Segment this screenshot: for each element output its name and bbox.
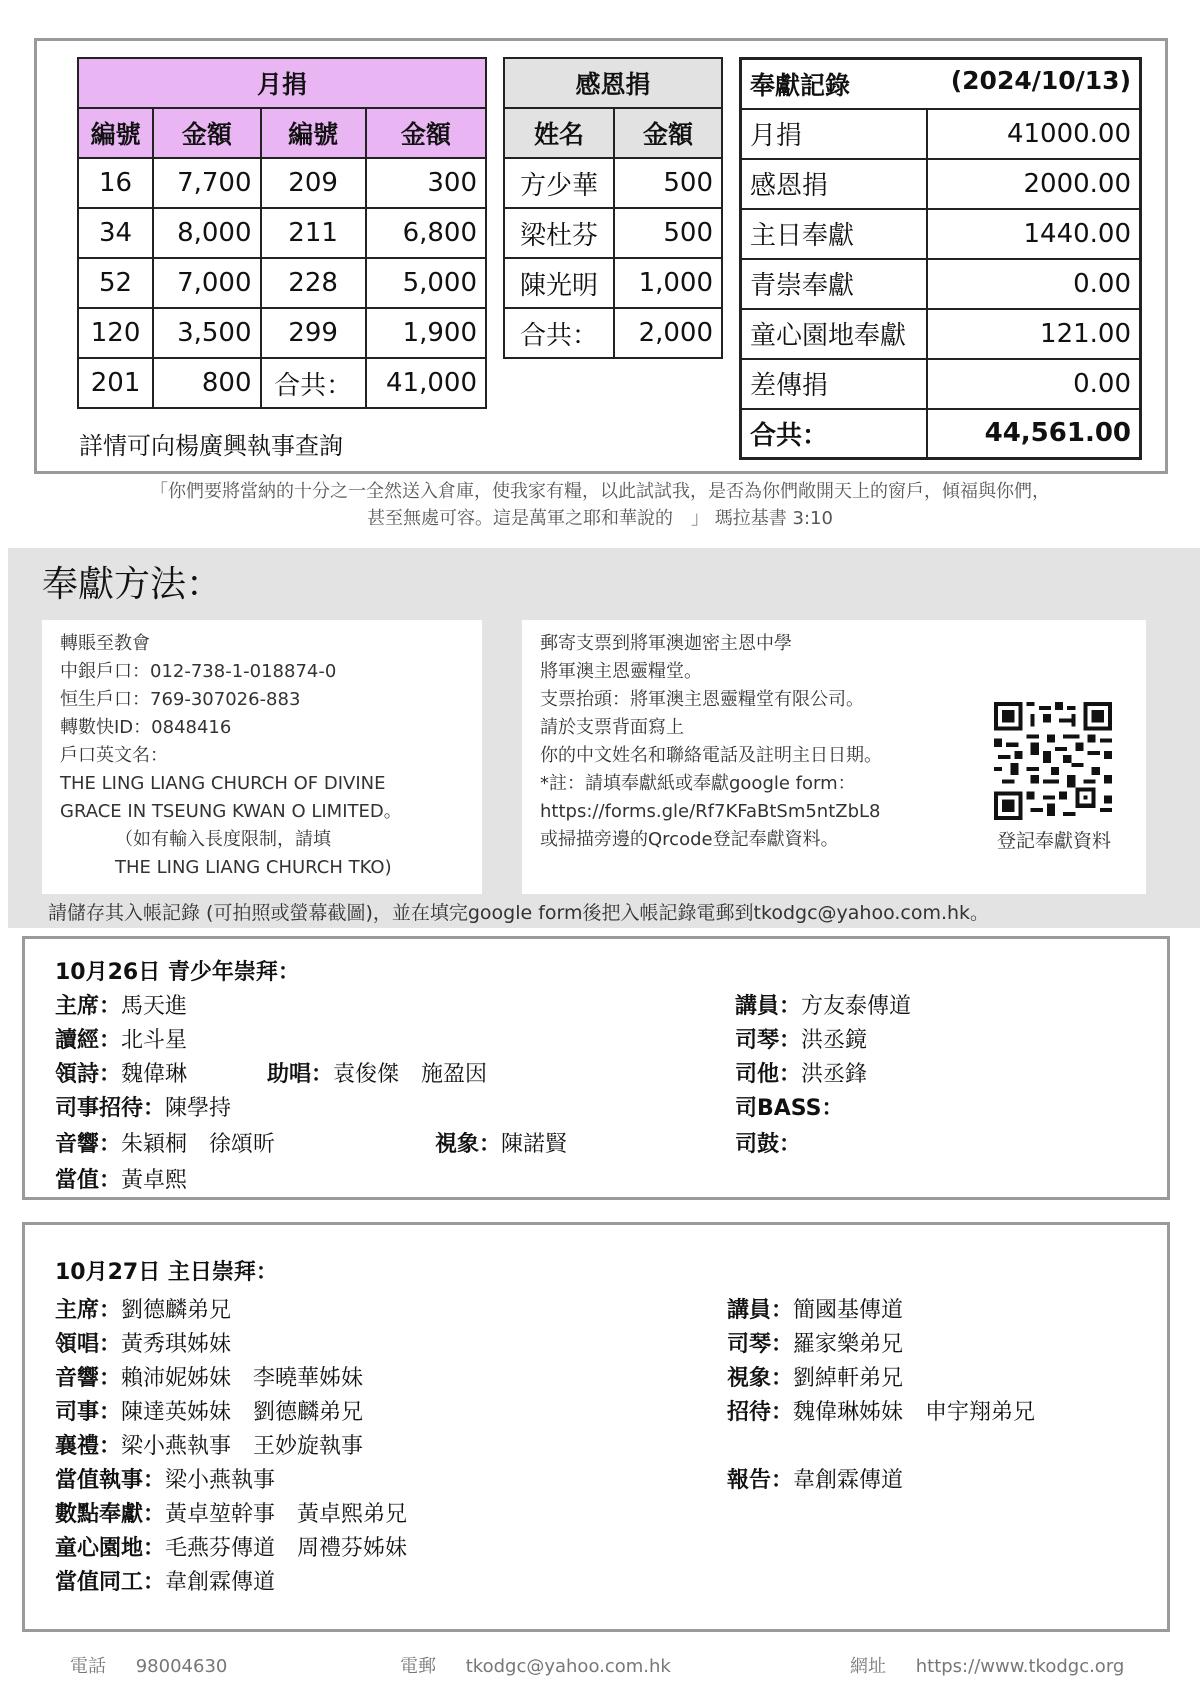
phone-label: 電話 (70, 1656, 106, 1677)
save-record-note: 請儲存其入帳記錄 (可拍照或螢幕截圖)，並在填完google form後把入帳記錄電郵到tkodgc@yahoo.com.hk。 (48, 902, 990, 924)
youth-title: 10月26日 青少年崇拜： (55, 960, 300, 985)
cheque-line: 或掃描旁邊的Qrcode登記奉獻資料。 (540, 829, 839, 850)
person: 韋創霖傳道 (793, 1468, 904, 1493)
roster-item (735, 989, 911, 1020)
col-header: 金額 (614, 108, 722, 158)
record-amount: 121.00 (927, 309, 1141, 359)
email-link[interactable]: tkodgc@yahoo.com.hk (465, 1656, 671, 1677)
cell-id: 120 (78, 308, 153, 358)
role-label: 助唱： (267, 1062, 334, 1087)
record-amount: 0.00 (927, 259, 1141, 309)
record-title-cell (741, 59, 1141, 109)
table-row (741, 309, 1141, 359)
person: 方友泰傳道 (801, 994, 912, 1019)
verse-line: 「你們要將當納的十分之一全然送入倉庫，使我家有糧，以此試試我，是否為你們敞開天上的窗戶，傾福與你們， (150, 481, 1050, 502)
col-header: 金額 (153, 108, 260, 158)
person: 朱穎桐 徐頌昕 (121, 1132, 276, 1157)
cell-amount: 500 (614, 208, 722, 258)
col-header: 編號 (261, 108, 366, 158)
roster-item (55, 1395, 363, 1426)
monthly-offering-table (77, 57, 487, 409)
role-label: 司他： (735, 1062, 802, 1087)
role-label: 司事： (55, 1400, 122, 1425)
thanksgiving-title: 感恩捐 (504, 58, 722, 108)
bank-line: THE LING LIANG CHURCH OF DIVINE (60, 773, 386, 794)
role-label: 司事招待： (55, 1096, 166, 1121)
website-link[interactable]: https://www.tkodgc.org (915, 1656, 1125, 1677)
cell-amount: 5,000 (366, 258, 486, 308)
cheque-line: 將軍澳主恩靈糧堂。 (540, 661, 702, 682)
table-row (78, 258, 486, 308)
record-label: 主日奉獻 (741, 209, 927, 259)
cell-amount: 500 (614, 158, 722, 208)
roster-item (55, 1091, 231, 1122)
record-label: 差傳捐 (741, 359, 927, 409)
table-row (78, 308, 486, 358)
bank-line: 戶口英文名： (60, 745, 168, 766)
cheque-line: 郵寄支票到將軍澳迦密主恩中學 (540, 633, 792, 654)
table-row (504, 158, 722, 208)
role-label: 招待： (727, 1400, 794, 1425)
col-header: 金額 (366, 108, 486, 158)
qr-code-icon[interactable] (994, 702, 1112, 820)
bible-verse (40, 478, 1160, 532)
person: 洪丞鏡 (801, 1028, 868, 1053)
cell-amount: 6,800 (366, 208, 486, 258)
role-label: 報告： (727, 1468, 794, 1493)
roster-item (55, 1463, 275, 1494)
cell-name: 梁杜芬 (504, 208, 614, 258)
person: 簡國基傳道 (793, 1298, 904, 1323)
cheque-line: *註：請填奉獻紙或奉獻google form： (540, 773, 856, 794)
cell-amount: 1,000 (614, 258, 722, 308)
roster-item (727, 1327, 903, 1358)
total-label: 合共： (741, 409, 927, 459)
cell-id: 16 (78, 158, 153, 208)
bank-line: 轉數快ID：0848416 (60, 717, 232, 738)
cell-amount: 1,900 (366, 308, 486, 358)
person: 黃卓堃幹事 黃卓熙弟兄 (165, 1502, 408, 1527)
footer-phone (70, 1652, 227, 1678)
role-label: 襄禮： (55, 1434, 122, 1459)
col-header: 編號 (78, 108, 153, 158)
person: 陳學持 (165, 1096, 232, 1121)
roster-item (735, 1091, 844, 1122)
person: 陳達英姊妹 劉德麟弟兄 (121, 1400, 364, 1425)
record-amount: 41000.00 (927, 109, 1141, 159)
qr-label: 登記奉獻資料 (996, 830, 1111, 852)
role-label: 當值執事： (55, 1468, 166, 1493)
roster-item (735, 1023, 867, 1054)
role-label: 視象： (727, 1366, 794, 1391)
role-label: 講員： (727, 1298, 794, 1323)
cell-id: 201 (78, 358, 153, 408)
total-label: 合共： (504, 308, 614, 358)
cell-id: 228 (261, 258, 366, 308)
bank-note: （如有輸入長度限制，請填 (115, 829, 331, 850)
roster-item (435, 1127, 567, 1158)
roster-item (727, 1293, 903, 1324)
role-label: 音響： (55, 1366, 122, 1391)
person: 劉綽軒弟兄 (793, 1366, 904, 1391)
roster-item (727, 1463, 903, 1494)
person: 洪丞鋒 (801, 1062, 868, 1087)
bank-transfer-card (42, 620, 482, 894)
person: 劉德麟弟兄 (121, 1298, 232, 1323)
roster-item (267, 1057, 487, 1088)
thanksgiving-offering-table (503, 57, 723, 359)
roster-item (55, 1327, 231, 1358)
role-label: 司琴： (727, 1332, 794, 1357)
roster-item (727, 1395, 1035, 1426)
person: 韋創霖傳道 (165, 1570, 276, 1595)
roster-item (727, 1361, 903, 1392)
person: 羅家樂弟兄 (793, 1332, 904, 1357)
role-label: 主席： (55, 994, 122, 1019)
table-row (504, 308, 722, 358)
person: 魏偉琳 (121, 1062, 188, 1087)
role-label: 音響： (55, 1132, 122, 1157)
person: 梁小燕執事 王妙旋執事 (121, 1434, 364, 1459)
roster-item (55, 1429, 363, 1460)
table-row (504, 208, 722, 258)
person: 黃卓熙 (121, 1168, 188, 1193)
cell-amount: 7,700 (153, 158, 260, 208)
role-label: 讀經： (55, 1028, 122, 1053)
role-label: 司鼓： (735, 1132, 802, 1157)
table-row (741, 209, 1141, 259)
record-label: 童心園地奉獻 (741, 309, 927, 359)
sunday-title: 10月27日 主日崇拜： (55, 1260, 278, 1285)
footer-website (850, 1652, 1124, 1678)
person: 賴沛妮姊妹 李曉華姊妹 (121, 1366, 364, 1391)
cell-amount: 800 (153, 358, 260, 408)
roster-item (55, 1497, 407, 1528)
roster-item (55, 1163, 187, 1194)
email-label: 電郵 (400, 1656, 436, 1677)
person: 北斗星 (121, 1028, 188, 1053)
cell-amount: 7,000 (153, 258, 260, 308)
roster-item (55, 1565, 275, 1596)
inquiry-note: 詳情可向楊廣興執事查詢 (79, 432, 343, 460)
role-label: 講員： (735, 994, 802, 1019)
cell-name: 方少華 (504, 158, 614, 208)
cell-id: 211 (261, 208, 366, 258)
role-label: 視象： (435, 1132, 502, 1157)
roster-item (55, 989, 187, 1020)
bank-note: THE LING LIANG CHURCH TKO) (115, 857, 392, 878)
table-row (741, 159, 1141, 209)
roster-item (55, 1023, 187, 1054)
verse-line: 甚至無處可容。這是萬軍之耶和華說的 」 瑪拉基書 3:10 (367, 508, 833, 529)
bank-line: 轉賬至教會 (60, 633, 150, 654)
offering-record-table (739, 57, 1142, 460)
roster-item (55, 1057, 187, 1088)
person: 魏偉琳姊妹 申宇翔弟兄 (793, 1400, 1036, 1425)
table-row (78, 208, 486, 258)
table-row (78, 158, 486, 208)
bank-line: 中銀戶口：012-738-1-018874-0 (60, 661, 337, 682)
cell-id: 52 (78, 258, 153, 308)
record-amount: 0.00 (927, 359, 1141, 409)
role-label: 領唱： (55, 1332, 122, 1357)
role-label: 司琴： (735, 1028, 802, 1053)
roster-item (55, 1127, 275, 1158)
bank-line: GRACE IN TSEUNG KWAN O LIMITED。 (60, 801, 402, 822)
col-header: 姓名 (504, 108, 614, 158)
roster-item (735, 1127, 801, 1158)
record-label: 感恩捐 (741, 159, 927, 209)
monthly-title: 月捐 (78, 58, 486, 108)
record-title: 奉獻記錄 (750, 70, 851, 100)
role-label: 當值同工： (55, 1570, 166, 1595)
sunday-service-roster (22, 1222, 1170, 1632)
roster-item (55, 1531, 407, 1562)
role-label: 主席： (55, 1298, 122, 1323)
google-form-link[interactable]: https://forms.gle/Rf7KFaBtSm5ntZbL8 (540, 801, 881, 822)
cell-amount: 300 (366, 158, 486, 208)
record-amount: 1440.00 (927, 209, 1141, 259)
roster-item (55, 1361, 363, 1392)
person: 梁小燕執事 (165, 1468, 276, 1493)
person: 袁俊傑 施盈因 (333, 1062, 488, 1087)
role-label: 數點奉獻： (55, 1502, 166, 1527)
monthly-total: 41,000 (366, 358, 486, 408)
table-row (504, 258, 722, 308)
role-label: 領詩： (55, 1062, 122, 1087)
record-date: (2024/10/13) (950, 65, 1132, 95)
record-total: 44,561.00 (927, 409, 1141, 459)
role-label: 童心園地： (55, 1536, 166, 1561)
methods-title: 奉獻方法： (42, 564, 223, 605)
table-row (741, 409, 1141, 459)
person: 陳諾賢 (501, 1132, 568, 1157)
thanksgiving-total: 2,000 (614, 308, 722, 358)
youth-service-roster (22, 936, 1170, 1200)
person: 毛燕芬傳道 周禮芬姊妹 (165, 1536, 408, 1561)
roster-item (735, 1057, 867, 1088)
cell-id: 299 (261, 308, 366, 358)
web-label: 網址 (850, 1656, 886, 1677)
cell-id: 209 (261, 158, 366, 208)
total-label: 合共： (261, 358, 366, 408)
cheque-line: 你的中文姓名和聯絡電話及註明主日日期。 (540, 745, 882, 766)
cheque-line: 請於支票背面寫上 (540, 717, 684, 738)
record-label: 月捐 (741, 109, 927, 159)
table-row (78, 358, 486, 408)
cell-amount: 8,000 (153, 208, 260, 258)
role-label: 司BASS： (735, 1096, 844, 1121)
phone-number: 98004630 (135, 1656, 228, 1677)
record-label: 青崇奉獻 (741, 259, 927, 309)
person: 馬天進 (121, 994, 188, 1019)
footer-email (400, 1652, 671, 1678)
table-row (741, 109, 1141, 159)
cheque-line: 支票抬頭：將軍澳主恩靈糧堂有限公司。 (540, 689, 864, 710)
table-row (741, 359, 1141, 409)
record-amount: 2000.00 (927, 159, 1141, 209)
role-label: 當值： (55, 1168, 122, 1193)
bank-line: 恒生戶口：769-307026-883 (60, 689, 301, 710)
table-row (741, 259, 1141, 309)
person: 黃秀琪姊妹 (121, 1332, 232, 1357)
cell-name: 陳光明 (504, 258, 614, 308)
cell-amount: 3,500 (153, 308, 260, 358)
roster-item (55, 1293, 231, 1324)
offering-summary-panel (34, 38, 1168, 474)
cell-id: 34 (78, 208, 153, 258)
